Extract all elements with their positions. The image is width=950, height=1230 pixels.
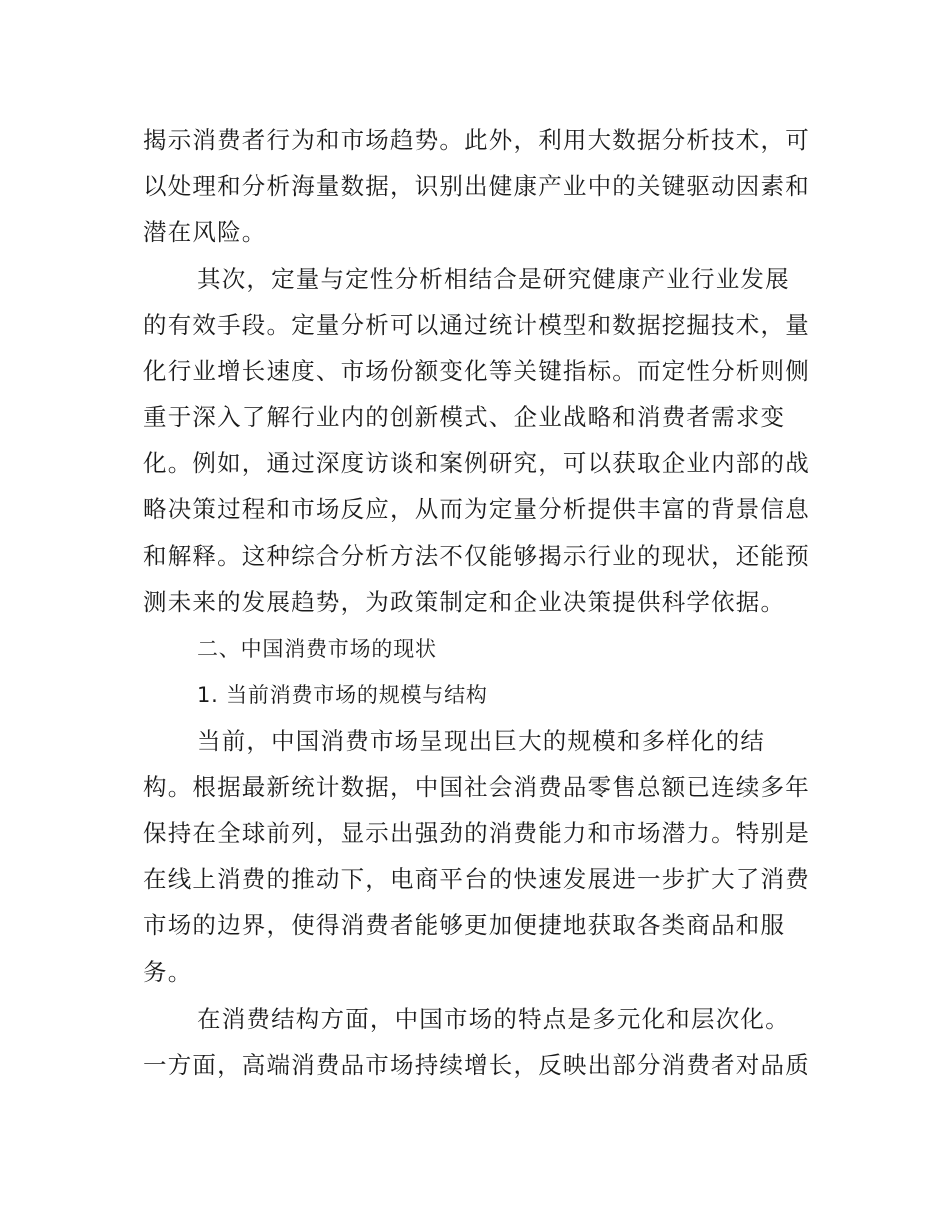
text-line: 保持在全球前列，显示出强劲的消费能力和市场潜力。特别是: [143, 819, 810, 847]
text-line: 化。例如，通过深度访谈和案例研究，可以获取企业内部的战: [143, 449, 810, 477]
paragraph-start-line: 在消费结构方面，中国市场的特点是多元化和层次化。: [197, 1005, 790, 1033]
text-line: 测未来的发展趋势，为政策制定和企业决策提供科学依据。: [143, 588, 786, 616]
text-line: 和解释。这种综合分析方法不仅能够揭示行业的现状，还能预: [143, 542, 810, 570]
paragraph-start-line: 其次，定量与定性分析相结合是研究健康产业行业发展: [197, 265, 790, 293]
text-line: 化行业增长速度、市场份额变化等关键指标。而定性分析则侧: [143, 357, 810, 385]
text-line: 务。: [143, 958, 193, 986]
text-line: 一方面，高端消费品市场持续增长，反映出部分消费者对品质: [143, 1051, 810, 1079]
text-line: 的有效手段。定量分析可以通过统计模型和数据挖掘技术，量: [143, 311, 810, 339]
text-line: 揭示消费者行为和市场趋势。此外，利用大数据分析技术，可: [143, 126, 810, 154]
text-line: 潜在风险。: [143, 218, 267, 246]
text-line: 重于深入了解行业内的创新模式、企业战略和消费者需求变: [143, 403, 786, 431]
text-line: 市场的边界，使得消费者能够更加便捷地获取各类商品和服: [143, 911, 786, 939]
paragraph-start-line: 当前，中国消费市场呈现出巨大的规模和多样化的结: [197, 727, 766, 755]
section-heading: 二、中国消费市场的现状: [197, 637, 437, 661]
text-line: 在线上消费的推动下，电商平台的快速发展进一步扩大了消费: [143, 865, 810, 893]
text-line: 构。根据最新统计数据，中国社会消费品零售总额已连续多年: [143, 773, 810, 801]
subsection-heading: 1. 当前消费市场的规模与结构: [197, 683, 488, 707]
text-line: 略决策过程和市场反应，从而为定量分析提供丰富的背景信息: [143, 495, 810, 523]
text-line: 以处理和分析海量数据，识别出健康产业中的关键驱动因素和: [143, 172, 810, 200]
